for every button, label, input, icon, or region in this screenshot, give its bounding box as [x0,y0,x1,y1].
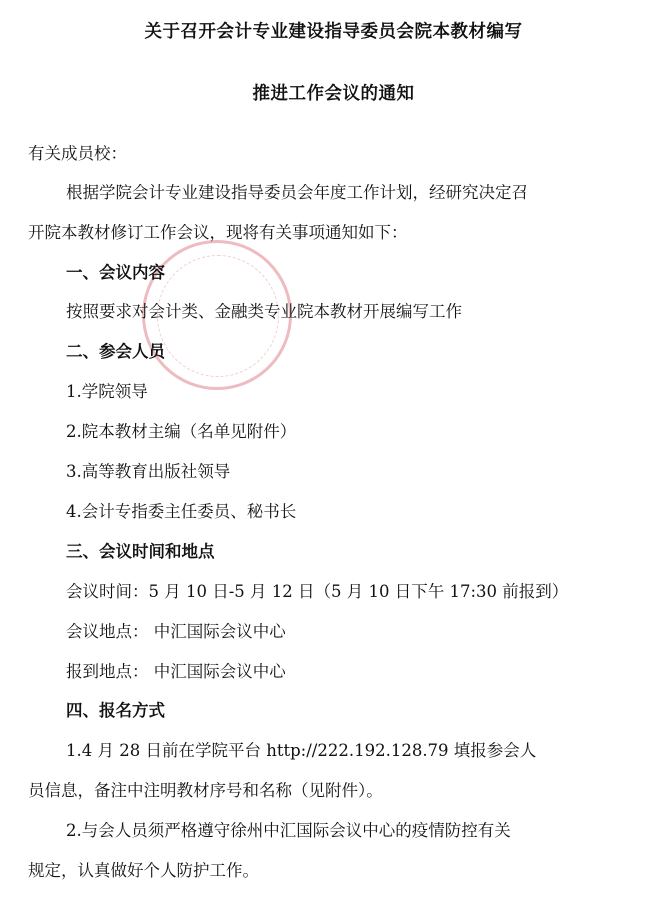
intro-line-1: 根据学院会计专业建设指导委员会年度工作计划，经研究决定召 [66,183,528,202]
section-1-heading: 一、会议内容 [66,263,165,282]
intro-line-2: 开院本教材修订工作会议，现将有关事项通知如下： [28,223,408,242]
attendee-item-2: 2.院本教材主编（名单见附件） [66,422,297,441]
registration-para-2-line-1: 2.与会人员须严格遵守徐州中汇国际会议中心的疫情防控有关 [66,821,511,840]
salutation: 有关成员校： [28,144,127,163]
registration-para-1-line-1: 1.4 月 28 日前在学院平台 http://222.192.128.79 填报参会人 [66,741,537,760]
meeting-time: 会议时间：5 月 10 日-5 月 12 日（5 月 10 日下午 17:30 前报到） [66,582,569,601]
registration-para-1-line-2: 员信息，备注中注明教材序号和名称（见附件）。 [28,781,383,800]
section-1-body: 按照要求对会计类、金融类专业院本教材开展编写工作 [66,302,462,321]
section-2-heading: 二、参会人员 [66,342,165,361]
checkin-venue: 报到地点： 中汇国际会议中心 [66,662,286,681]
registration-para-2-line-2: 规定，认真做好个人防护工作。 [28,861,259,880]
section-3-heading: 三、会议时间和地点 [66,542,215,561]
section-4-heading: 四、报名方式 [66,701,165,720]
document-title-line-1: 关于召开会计专业建设指导委员会院本教材编写 [144,22,523,42]
document-title-line-2: 推进工作会议的通知 [252,84,415,104]
attendee-item-4: 4.会计专指委主任委员、秘书长 [66,502,297,521]
attendee-item-1: 1.学院领导 [66,382,148,401]
attendee-item-3: 3.高等教育出版社领导 [66,462,231,481]
meeting-venue: 会议地点： 中汇国际会议中心 [66,622,286,641]
